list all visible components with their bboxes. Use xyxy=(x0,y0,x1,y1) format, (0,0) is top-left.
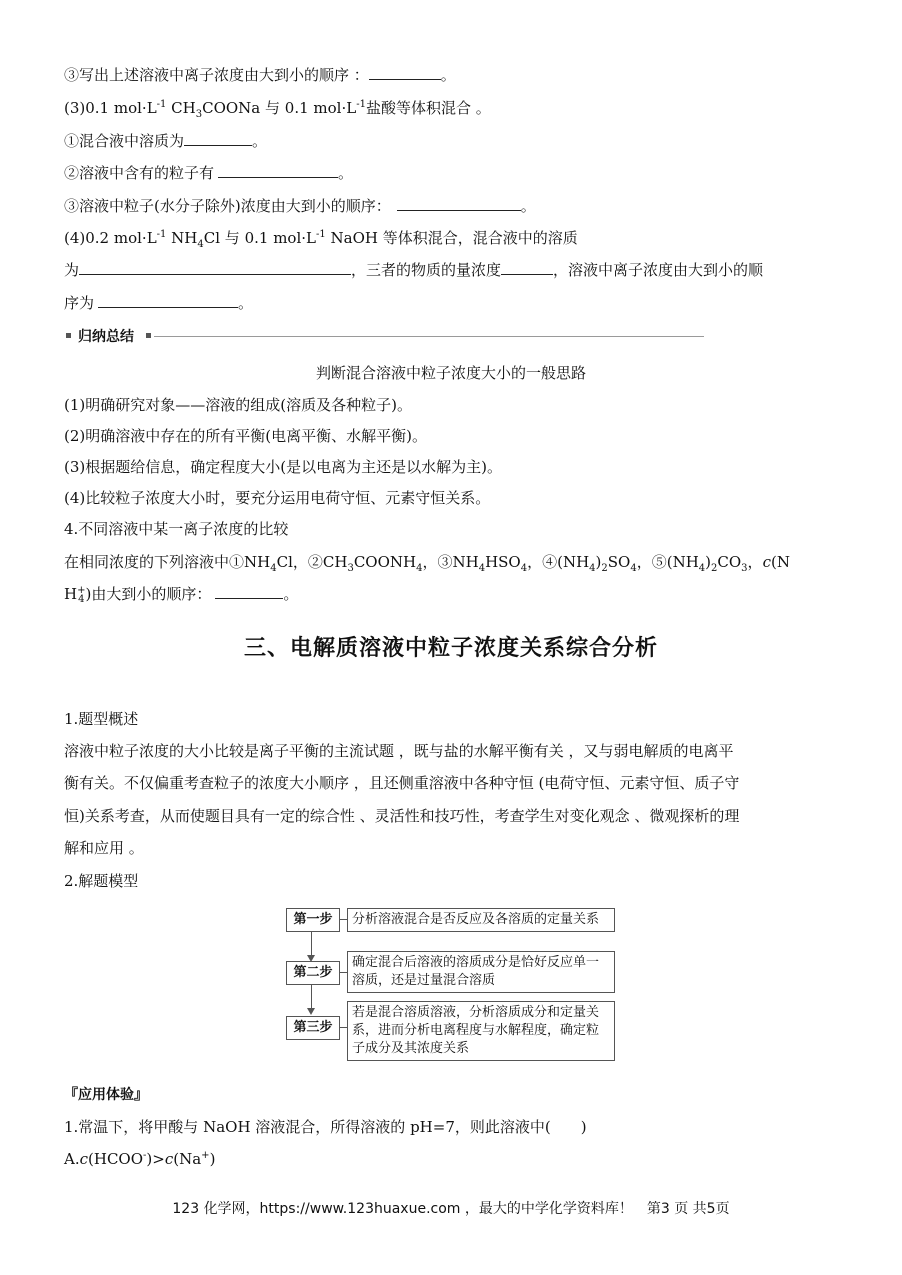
bullet-square-icon xyxy=(146,333,151,338)
connector xyxy=(311,984,312,1008)
answer-blank[interactable] xyxy=(369,65,441,80)
summary-item: (4)比较粒子浓度大小时，要充分运用电荷守恒、元素守恒关系。 xyxy=(64,489,491,507)
summary-title: 判断混合溶液中粒子浓度大小的一般思路 xyxy=(315,364,586,382)
q3-order-line: ③写出上述溶液中离子浓度由大到小的顺序 ： 。 xyxy=(64,66,456,84)
part4-question: (4)0.2 $mol\cdot L^{-1}$ $NH_4Cl$ 与 0.1 $mol\cdot L^{-1}$ NaOH 等体积混合，混合液中的溶质 xyxy=(64,229,578,250)
step1-desc: 分析溶液混合是否反应及各溶质的定量关系 xyxy=(347,908,615,932)
application-title: 『应用体验』 xyxy=(64,1087,148,1103)
overview-line: 解和应用 。 xyxy=(64,839,144,857)
answer-blank[interactable] xyxy=(501,260,553,275)
section4-line2: H+ 4)由大到小的顺序： 。 xyxy=(64,585,299,605)
part3-item2: ②溶液中含有的粒子有 。 xyxy=(64,164,354,182)
section4-title: 4.不同溶液中某一离子浓度的比较 xyxy=(64,520,289,538)
divider xyxy=(154,336,704,337)
connector xyxy=(339,919,347,920)
answer-blank[interactable] xyxy=(184,131,252,146)
step3-desc: 若是混合溶质溶液，分析溶质成分和定量关系，进而分析电离程度与水解程度，确定粒子成分及其浓度关系 xyxy=(347,1001,615,1061)
part4-line3: 序为 。 xyxy=(64,294,254,312)
connector xyxy=(339,972,347,973)
connector xyxy=(311,931,312,955)
step3-label: 第三步 xyxy=(286,1016,340,1040)
summary-item: (3)根据题给信息，确定程度大小(是以电离为主还是以水解为主)。 xyxy=(64,458,502,476)
part3-item3: ③溶液中粒子(水分子除外)浓度由大到小的顺序： 。 xyxy=(64,197,536,215)
overview-line: 恒)关系考查，从而使题目具有一定的综合性 、灵活性和技巧性，考查学生对变化观念 、微观探析的理 xyxy=(64,807,740,825)
answer-blank[interactable] xyxy=(218,163,338,178)
connector xyxy=(339,1027,347,1028)
overview-title: 1.题型概述 xyxy=(64,710,139,728)
step2-desc: 确定混合后溶液的溶质成分是恰好反应单一溶质，还是过量混合溶质 xyxy=(347,951,615,993)
bullet-square-icon xyxy=(66,333,71,338)
summary-item: (2)明确溶液中存在的所有平衡(电离平衡、水解平衡)。 xyxy=(64,427,427,445)
part3-question: (3)0.1 $mol\cdot L^{-1}$ $CH_3COONa$ 与 0.1 $mol\cdot L^{-1}$盐酸等体积混合 。 xyxy=(64,99,491,120)
answer-blank[interactable] xyxy=(215,584,283,599)
page-footer: 123 化学网，https://www.123huaxue.com ，最大的中学化学资料库！ 第3 页 共5页 xyxy=(172,1201,730,1217)
summary-label: 归纳总结 xyxy=(78,329,134,345)
step2-label: 第二步 xyxy=(286,961,340,985)
answer-blank[interactable] xyxy=(397,196,521,211)
section4-line1: 在相同浓度的下列溶液中$①NH_4Cl$，$②CH_3COONH_4$，$③NH_4HSO_4$，$④(NH_4)_2SO_4$，$⑤(NH_4)_2CO_3$，c(N xyxy=(64,553,790,574)
application-q1: 1.常温下，将甲酸与 NaOH 溶液混合，所得溶液的 pH=7，则此溶液中( ) xyxy=(64,1118,587,1136)
answer-blank[interactable] xyxy=(79,260,351,275)
answer-blank[interactable] xyxy=(98,293,238,308)
overview-line: 衡有关。不仅偏重考查粒子的浓度大小顺序 ，且还侧重溶液中各种守恒 (电荷守恒、元素守恒、质子守 xyxy=(64,774,740,792)
summary-item: (1)明确研究对象——溶液的组成(溶质及各种粒子)。 xyxy=(64,396,412,414)
step1-label: 第一步 xyxy=(286,908,340,932)
part3-item1: ①混合液中溶质为 。 xyxy=(64,132,268,150)
overview-line: 溶液中粒子浓度的大小比较是离子平衡的主流试题 ，既与盐的水解平衡有关 ，又与弱电解质的电离平 xyxy=(64,742,734,760)
arrow-down-icon xyxy=(307,1008,315,1015)
section-heading: 三、电解质溶液中粒子浓度关系综合分析 xyxy=(243,636,658,661)
model-title: 2.解题模型 xyxy=(64,872,139,890)
solution-model-diagram xyxy=(283,905,618,1067)
part4-line2: 为 ，三者的物质的量浓度 ，溶液中离子浓度由大到小的顺 xyxy=(64,261,764,279)
option-a[interactable]: A.c(HCOO-)>c(Na+) xyxy=(64,1150,216,1168)
summary-bar xyxy=(64,326,704,346)
